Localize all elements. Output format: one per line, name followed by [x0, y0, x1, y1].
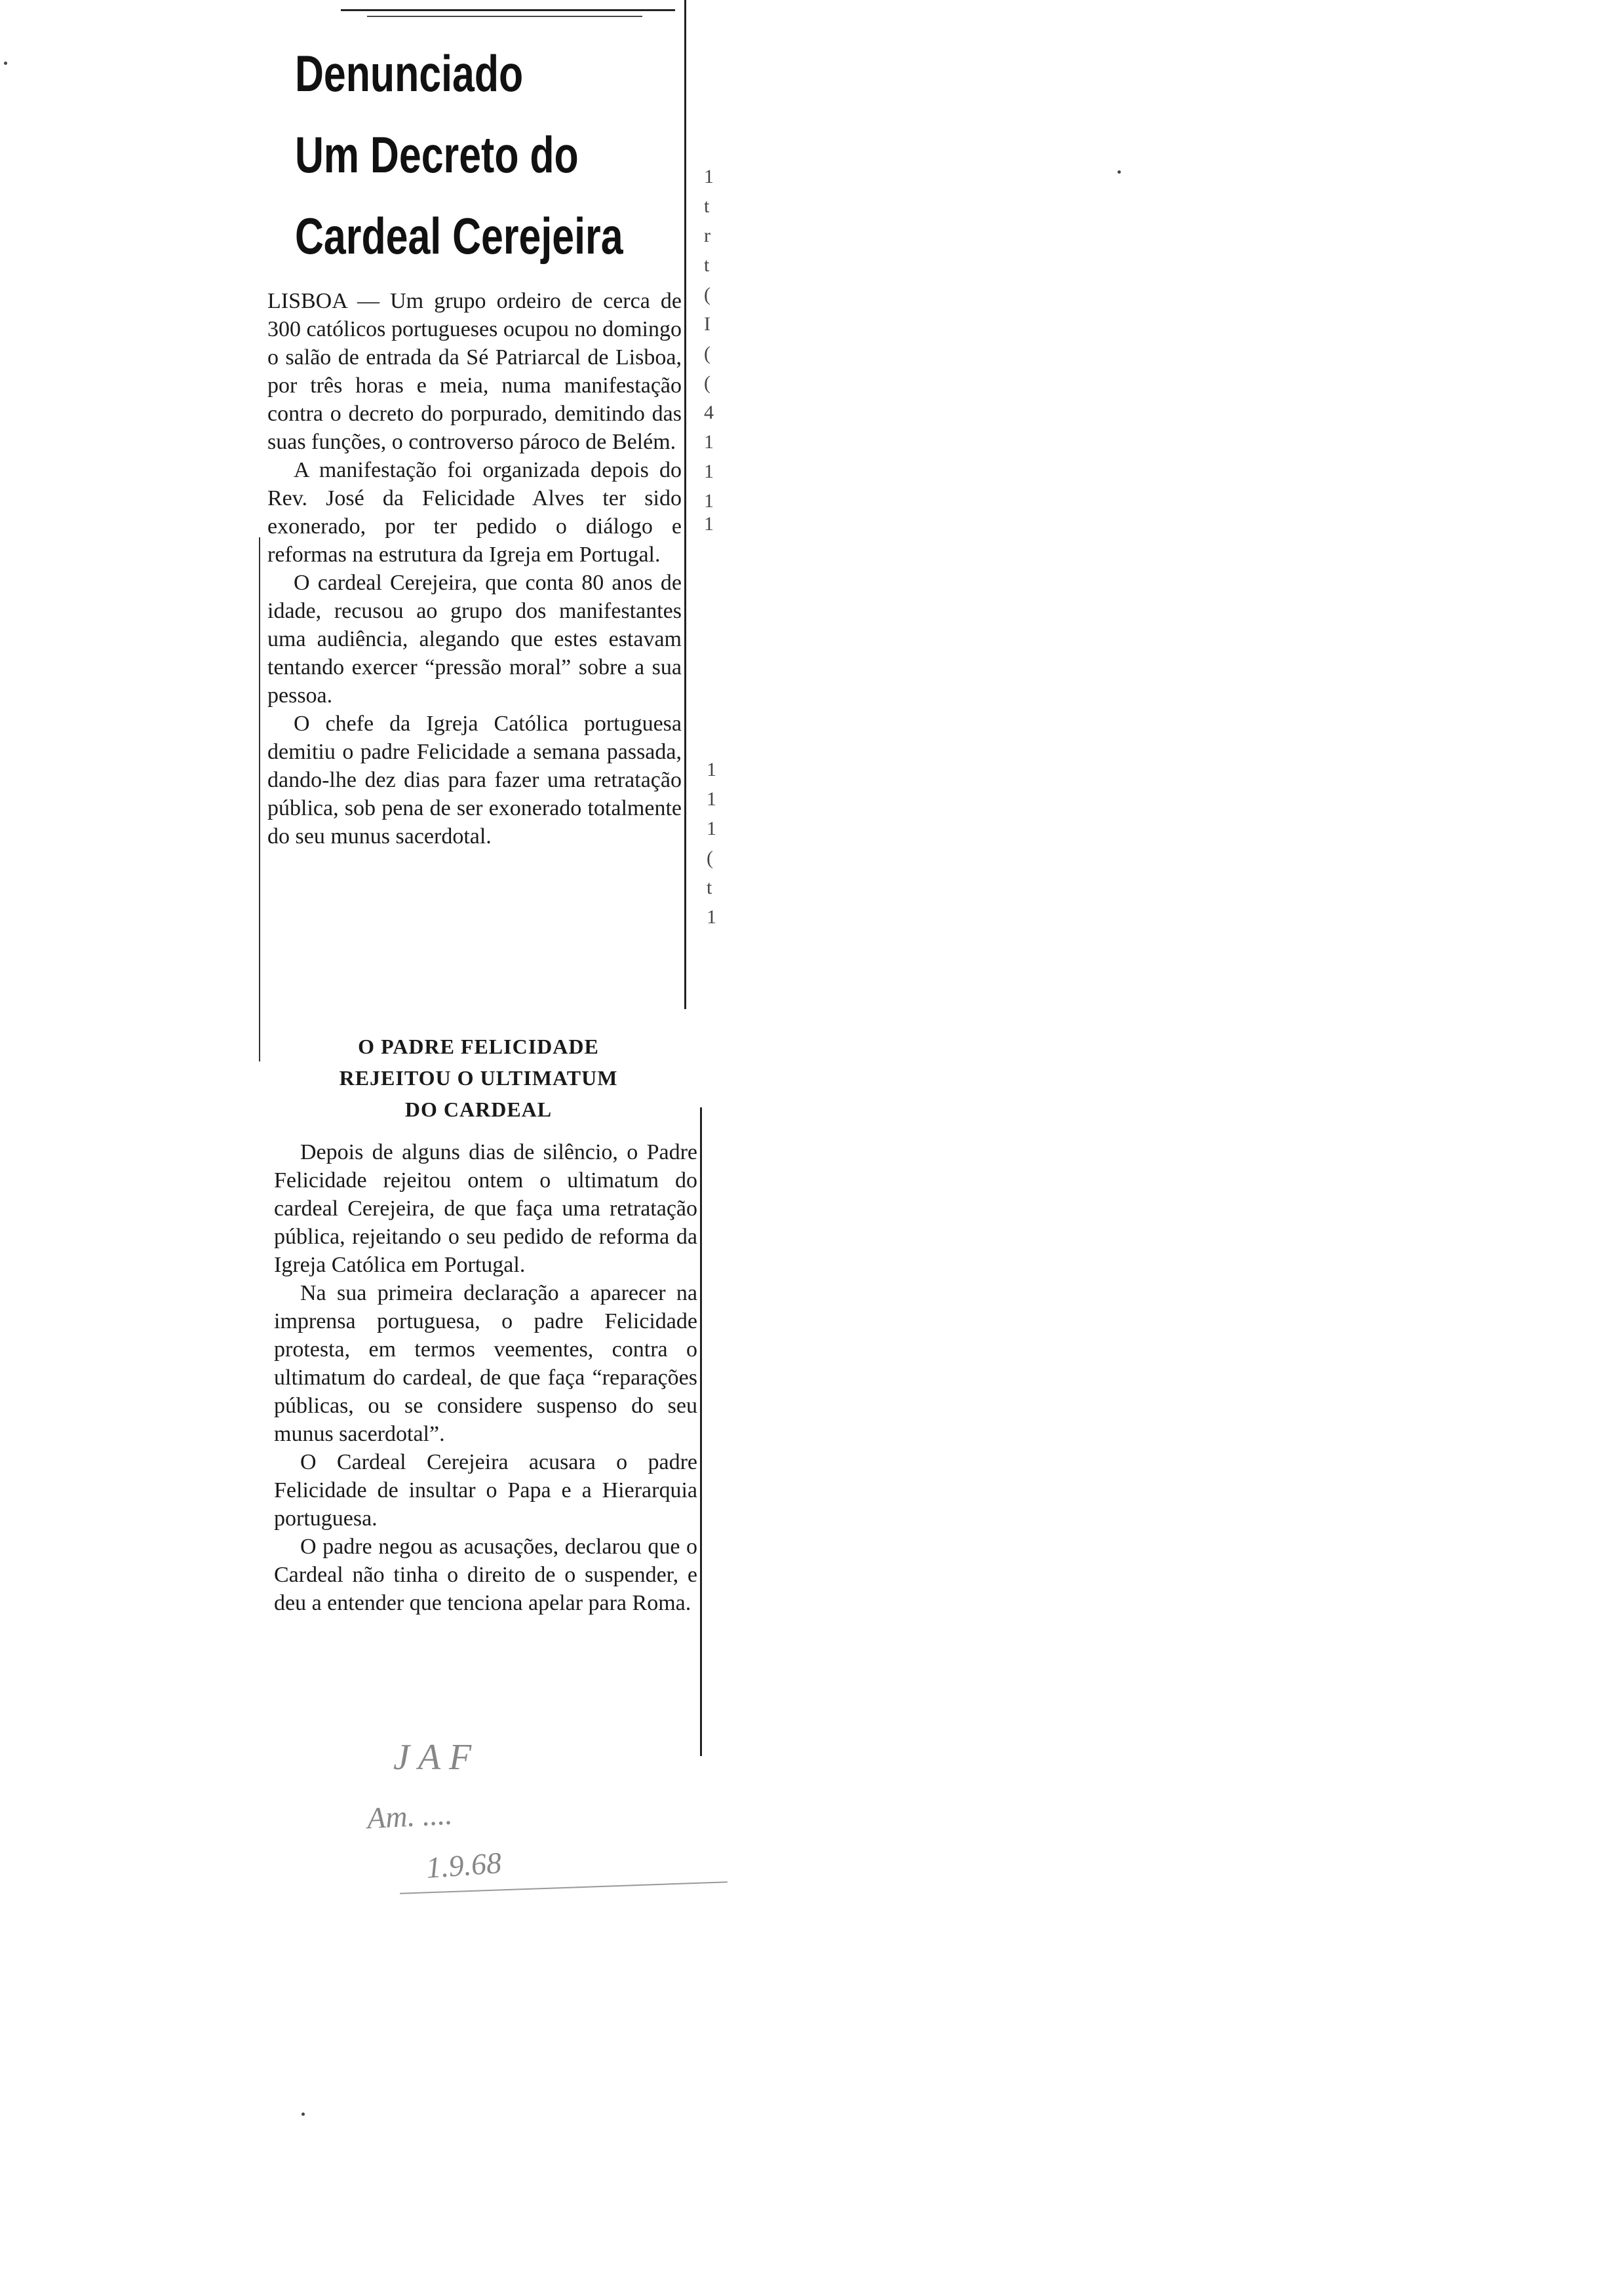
paragraph: O Cardeal Cerejeira acusara o padre Felicidade de insultar o Papa e a Hierarquia portuguesa. [274, 1450, 697, 1531]
paragraph: Na sua primeira declaração a aparecer na imprensa portuguesa, o padre Felicidade protesta, em termos veementes, contra o ultimatum do cardeal, de que faça “reparações públicas, ou se considere suspenso do seu munus sacerdotal”. [274, 1281, 697, 1446]
adjacent-column-glyph: 1 [704, 490, 714, 512]
adjacent-column-glyph: 1 [704, 461, 714, 482]
paragraph: O cardeal Cerejeira, que conta 80 anos de idade, recusou ao grupo dos manifestantes uma audiência, alegando que estes estavam tentando exercer “pressão moral” sobre a sua pessoa. [267, 571, 682, 708]
article-body-1 [267, 287, 682, 851]
handwritten-note: Am. .... [366, 1797, 454, 1835]
adjacent-column-glyph: 1 [704, 431, 714, 453]
headline [295, 33, 623, 277]
scan-speck [302, 2113, 305, 2116]
adjacent-column-glyph: ( [707, 847, 713, 869]
paragraph: Depois de alguns dias de silêncio, o Padre Felicidade rejeitou ontem o ultimatum do cardeal Cerejeira, de que faça uma retratação pública, rejeitando o seu pedido de reforma da Igreja Católica em Portugal. [274, 1140, 697, 1277]
paragraph: LISBOA — Um grupo ordeiro de cerca de 300 católicos portugueses ocupou no domingo o salão de entrada da Sé Patriarcal de Lisboa, por três horas e meia, numa manifestação contra o decreto do porpurado, demitindo das suas funções, o controverso pároco de Belém. [267, 289, 682, 454]
headline-line-3: Cardeal Cerejeira [295, 207, 623, 265]
column-rule-left [259, 537, 260, 1062]
top-rule-secondary [367, 16, 642, 17]
adjacent-column-glyph: 1 [707, 788, 716, 810]
adjacent-column-glyph: 4 [704, 402, 714, 423]
subheading-line-3: DO CARDEAL [404, 1098, 553, 1121]
headline-line-2: Um Decreto do [295, 126, 579, 183]
adjacent-column-glyph: 1 [704, 513, 714, 535]
adjacent-column-glyph: ( [704, 284, 710, 305]
article-body-2 [274, 1138, 697, 1617]
subheading-line-2: REJEITOU O ULTIMATUM [339, 1066, 618, 1090]
adjacent-column-glyph: t [704, 195, 710, 217]
adjacent-column-glyph: ( [704, 372, 710, 394]
paragraph: A manifestação foi organizada depois do Rev. José da Felicidade Alves ter sido exonerado, por ter pedido o diálogo e reformas na estrutura da Igreja em Portugal. [267, 458, 682, 567]
adjacent-column-glyph: ( [704, 343, 710, 364]
subheading [275, 1031, 682, 1125]
paragraph: O padre negou as acusações, declarou que o Cardeal não tinha o direito de o suspender, e deu a entender que tenciona apelar para Roma. [274, 1535, 697, 1615]
column-rule-lower [700, 1107, 702, 1756]
scan-speck [4, 62, 7, 65]
adjacent-column-glyph: 1 [707, 818, 716, 839]
adjacent-column-glyph: 1 [704, 166, 714, 187]
paragraph: O chefe da Igreja Católica portuguesa demitiu o padre Felicidade a semana passada, dando-lhe dez dias para fazer uma retratação pública, sob pena de ser exonerado totalmente do seu munus sacerdotal. [267, 712, 682, 849]
top-rule [341, 9, 675, 11]
headline-line-1: Denunciado [295, 45, 524, 102]
column-rule-upper [684, 0, 686, 1009]
handwritten-note: 1.9.68 [425, 1846, 503, 1885]
adjacent-column-glyph: I [704, 313, 710, 335]
adjacent-column-glyph: r [704, 225, 710, 246]
adjacent-column-glyph: 1 [707, 906, 716, 928]
subheading-line-1: O PADRE FELICIDADE [358, 1035, 599, 1058]
scan-speck [1118, 170, 1121, 174]
adjacent-column-glyph: 1 [707, 759, 716, 780]
handwritten-note: J A F [393, 1737, 472, 1778]
adjacent-column-glyph: t [707, 877, 712, 898]
adjacent-column-glyph: t [704, 254, 710, 276]
